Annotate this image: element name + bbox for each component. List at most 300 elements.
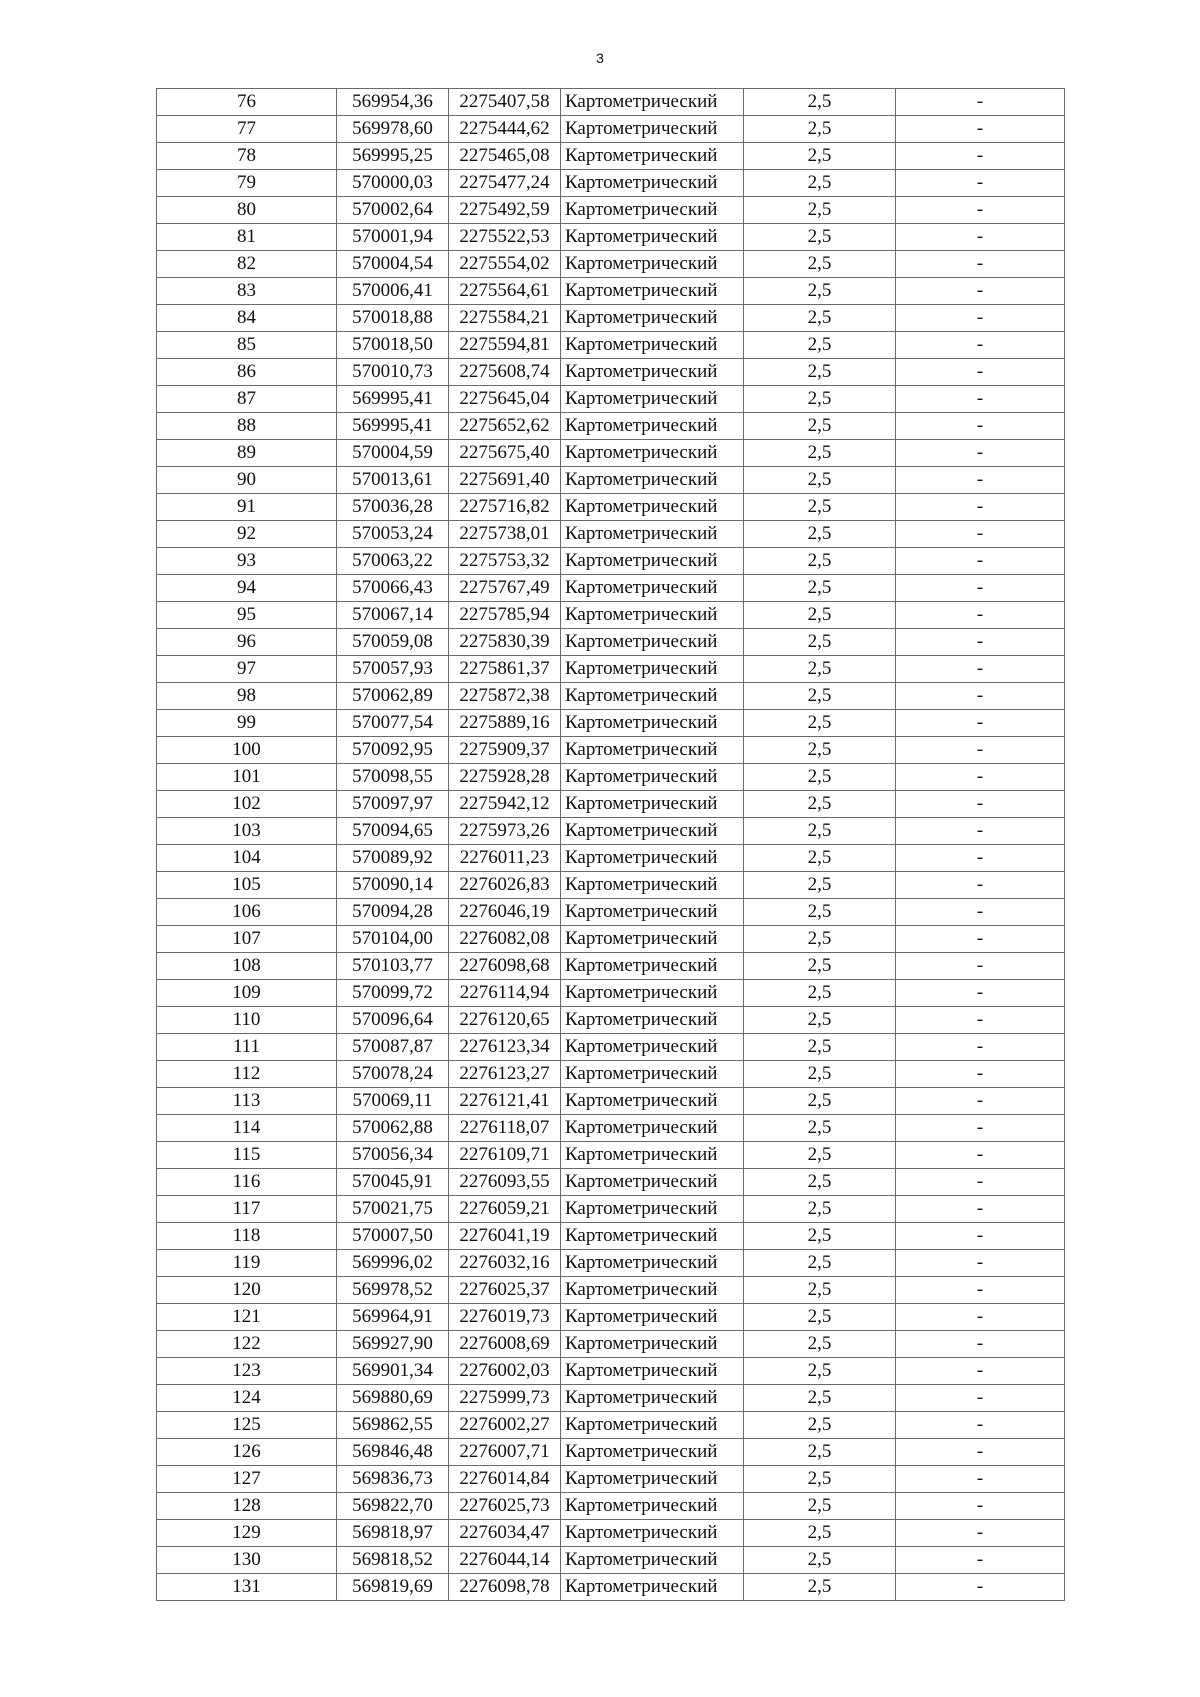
description-cell: -	[896, 359, 1065, 386]
method-cell: Картометрический	[561, 575, 744, 602]
method-cell: Картометрический	[561, 224, 744, 251]
table-row	[157, 1088, 1065, 1115]
accuracy-cell: 2,5	[744, 386, 896, 413]
y-coordinate-cell: 2276059,21	[449, 1196, 561, 1223]
point-number-cell: 106	[157, 899, 337, 926]
coordinates-table-body	[157, 89, 1065, 1601]
table-row	[157, 494, 1065, 521]
point-number-cell: 90	[157, 467, 337, 494]
accuracy-cell: 2,5	[744, 1358, 896, 1385]
y-coordinate-cell: 2275465,08	[449, 143, 561, 170]
x-coordinate-cell: 569995,41	[337, 413, 449, 440]
point-number-cell: 122	[157, 1331, 337, 1358]
x-coordinate-cell: 570057,93	[337, 656, 449, 683]
description-cell: -	[896, 1142, 1065, 1169]
table-row	[157, 845, 1065, 872]
table-row	[157, 1034, 1065, 1061]
table-row	[157, 89, 1065, 116]
x-coordinate-cell: 570097,97	[337, 791, 449, 818]
x-coordinate-cell: 569846,48	[337, 1439, 449, 1466]
point-number-cell: 98	[157, 683, 337, 710]
description-cell: -	[896, 872, 1065, 899]
point-number-cell: 76	[157, 89, 337, 116]
table-row	[157, 1061, 1065, 1088]
x-coordinate-cell: 569954,36	[337, 89, 449, 116]
accuracy-cell: 2,5	[744, 1223, 896, 1250]
accuracy-cell: 2,5	[744, 764, 896, 791]
table-row	[157, 1115, 1065, 1142]
table-row	[157, 1412, 1065, 1439]
x-coordinate-cell: 570002,64	[337, 197, 449, 224]
accuracy-cell: 2,5	[744, 116, 896, 143]
accuracy-cell: 2,5	[744, 224, 896, 251]
description-cell: -	[896, 224, 1065, 251]
method-cell: Картометрический	[561, 1169, 744, 1196]
point-number-cell: 99	[157, 710, 337, 737]
table-row	[157, 899, 1065, 926]
x-coordinate-cell: 569819,69	[337, 1574, 449, 1601]
accuracy-cell: 2,5	[744, 1412, 896, 1439]
table-row	[157, 278, 1065, 305]
point-number-cell: 89	[157, 440, 337, 467]
method-cell: Картометрический	[561, 1574, 744, 1601]
description-cell: -	[896, 602, 1065, 629]
method-cell: Картометрический	[561, 1088, 744, 1115]
accuracy-cell: 2,5	[744, 251, 896, 278]
accuracy-cell: 2,5	[744, 548, 896, 575]
description-cell: -	[896, 440, 1065, 467]
accuracy-cell: 2,5	[744, 791, 896, 818]
method-cell: Картометрический	[561, 737, 744, 764]
x-coordinate-cell: 570013,61	[337, 467, 449, 494]
x-coordinate-cell: 569818,97	[337, 1520, 449, 1547]
description-cell: -	[896, 1169, 1065, 1196]
point-number-cell: 91	[157, 494, 337, 521]
x-coordinate-cell: 570004,54	[337, 251, 449, 278]
table-row	[157, 143, 1065, 170]
y-coordinate-cell: 2276025,37	[449, 1277, 561, 1304]
x-coordinate-cell: 569964,91	[337, 1304, 449, 1331]
accuracy-cell: 2,5	[744, 197, 896, 224]
x-coordinate-cell: 570063,22	[337, 548, 449, 575]
point-number-cell: 100	[157, 737, 337, 764]
accuracy-cell: 2,5	[744, 1034, 896, 1061]
table-row	[157, 1385, 1065, 1412]
method-cell: Картометрический	[561, 980, 744, 1007]
y-coordinate-cell: 2275942,12	[449, 791, 561, 818]
method-cell: Картометрический	[561, 413, 744, 440]
description-cell: -	[896, 656, 1065, 683]
description-cell: -	[896, 683, 1065, 710]
method-cell: Картометрический	[561, 1439, 744, 1466]
accuracy-cell: 2,5	[744, 1304, 896, 1331]
accuracy-cell: 2,5	[744, 1547, 896, 1574]
point-number-cell: 88	[157, 413, 337, 440]
method-cell: Картометрический	[561, 1223, 744, 1250]
accuracy-cell: 2,5	[744, 926, 896, 953]
table-row	[157, 1196, 1065, 1223]
table-row	[157, 926, 1065, 953]
method-cell: Картометрический	[561, 116, 744, 143]
method-cell: Картометрический	[561, 521, 744, 548]
table-row	[157, 737, 1065, 764]
description-cell: -	[896, 1466, 1065, 1493]
x-coordinate-cell: 570056,34	[337, 1142, 449, 1169]
point-number-cell: 77	[157, 116, 337, 143]
y-coordinate-cell: 2276011,23	[449, 845, 561, 872]
y-coordinate-cell: 2276123,34	[449, 1034, 561, 1061]
method-cell: Картометрический	[561, 440, 744, 467]
y-coordinate-cell: 2275928,28	[449, 764, 561, 791]
point-number-cell: 115	[157, 1142, 337, 1169]
description-cell: -	[896, 1223, 1065, 1250]
x-coordinate-cell: 570021,75	[337, 1196, 449, 1223]
accuracy-cell: 2,5	[744, 1277, 896, 1304]
method-cell: Картометрический	[561, 683, 744, 710]
y-coordinate-cell: 2276007,71	[449, 1439, 561, 1466]
accuracy-cell: 2,5	[744, 1250, 896, 1277]
x-coordinate-cell: 570018,50	[337, 332, 449, 359]
method-cell: Картометрический	[561, 1061, 744, 1088]
table-row	[157, 683, 1065, 710]
method-cell: Картометрический	[561, 1331, 744, 1358]
y-coordinate-cell: 2276082,08	[449, 926, 561, 953]
point-number-cell: 111	[157, 1034, 337, 1061]
y-coordinate-cell: 2275753,32	[449, 548, 561, 575]
method-cell: Картометрический	[561, 926, 744, 953]
method-cell: Картометрический	[561, 494, 744, 521]
table-row	[157, 467, 1065, 494]
y-coordinate-cell: 2276118,07	[449, 1115, 561, 1142]
point-number-cell: 104	[157, 845, 337, 872]
x-coordinate-cell: 570036,28	[337, 494, 449, 521]
x-coordinate-cell: 569927,90	[337, 1331, 449, 1358]
y-coordinate-cell: 2276002,03	[449, 1358, 561, 1385]
table-row	[157, 332, 1065, 359]
y-coordinate-cell: 2275645,04	[449, 386, 561, 413]
accuracy-cell: 2,5	[744, 656, 896, 683]
y-coordinate-cell: 2275444,62	[449, 116, 561, 143]
point-number-cell: 92	[157, 521, 337, 548]
accuracy-cell: 2,5	[744, 1466, 896, 1493]
x-coordinate-cell: 570098,55	[337, 764, 449, 791]
point-number-cell: 78	[157, 143, 337, 170]
y-coordinate-cell: 2275652,62	[449, 413, 561, 440]
x-coordinate-cell: 570045,91	[337, 1169, 449, 1196]
method-cell: Картометрический	[561, 305, 744, 332]
description-cell: -	[896, 1088, 1065, 1115]
y-coordinate-cell: 2276002,27	[449, 1412, 561, 1439]
method-cell: Картометрический	[561, 1142, 744, 1169]
description-cell: -	[896, 764, 1065, 791]
table-row	[157, 1520, 1065, 1547]
y-coordinate-cell: 2275909,37	[449, 737, 561, 764]
table-row	[157, 1277, 1065, 1304]
accuracy-cell: 2,5	[744, 332, 896, 359]
table-row	[157, 872, 1065, 899]
method-cell: Картометрический	[561, 143, 744, 170]
x-coordinate-cell: 569818,52	[337, 1547, 449, 1574]
description-cell: -	[896, 548, 1065, 575]
description-cell: -	[896, 629, 1065, 656]
method-cell: Картометрический	[561, 467, 744, 494]
method-cell: Картометрический	[561, 1385, 744, 1412]
table-row	[157, 170, 1065, 197]
accuracy-cell: 2,5	[744, 1007, 896, 1034]
accuracy-cell: 2,5	[744, 602, 896, 629]
point-number-cell: 101	[157, 764, 337, 791]
table-row	[157, 548, 1065, 575]
x-coordinate-cell: 570090,14	[337, 872, 449, 899]
accuracy-cell: 2,5	[744, 1142, 896, 1169]
method-cell: Картометрический	[561, 656, 744, 683]
accuracy-cell: 2,5	[744, 494, 896, 521]
y-coordinate-cell: 2275830,39	[449, 629, 561, 656]
y-coordinate-cell: 2275716,82	[449, 494, 561, 521]
point-number-cell: 130	[157, 1547, 337, 1574]
y-coordinate-cell: 2276098,68	[449, 953, 561, 980]
table-row	[157, 602, 1065, 629]
point-number-cell: 108	[157, 953, 337, 980]
y-coordinate-cell: 2275861,37	[449, 656, 561, 683]
x-coordinate-cell: 570004,59	[337, 440, 449, 467]
point-number-cell: 95	[157, 602, 337, 629]
y-coordinate-cell: 2275522,53	[449, 224, 561, 251]
y-coordinate-cell: 2275584,21	[449, 305, 561, 332]
description-cell: -	[896, 386, 1065, 413]
table-row	[157, 980, 1065, 1007]
description-cell: -	[896, 89, 1065, 116]
accuracy-cell: 2,5	[744, 1439, 896, 1466]
description-cell: -	[896, 575, 1065, 602]
accuracy-cell: 2,5	[744, 683, 896, 710]
accuracy-cell: 2,5	[744, 467, 896, 494]
y-coordinate-cell: 2276044,14	[449, 1547, 561, 1574]
point-number-cell: 117	[157, 1196, 337, 1223]
x-coordinate-cell: 570053,24	[337, 521, 449, 548]
x-coordinate-cell: 570001,94	[337, 224, 449, 251]
method-cell: Картометрический	[561, 1358, 744, 1385]
description-cell: -	[896, 251, 1065, 278]
coordinates-table	[156, 88, 1065, 1601]
point-number-cell: 85	[157, 332, 337, 359]
x-coordinate-cell: 570103,77	[337, 953, 449, 980]
x-coordinate-cell: 570007,50	[337, 1223, 449, 1250]
x-coordinate-cell: 570069,11	[337, 1088, 449, 1115]
y-coordinate-cell: 2275691,40	[449, 467, 561, 494]
table-row	[157, 1169, 1065, 1196]
y-coordinate-cell: 2276093,55	[449, 1169, 561, 1196]
x-coordinate-cell: 570089,92	[337, 845, 449, 872]
table-row	[157, 791, 1065, 818]
point-number-cell: 79	[157, 170, 337, 197]
x-coordinate-cell: 570062,89	[337, 683, 449, 710]
table-row	[157, 1493, 1065, 1520]
table-row	[157, 629, 1065, 656]
description-cell: -	[896, 1358, 1065, 1385]
y-coordinate-cell: 2276025,73	[449, 1493, 561, 1520]
accuracy-cell: 2,5	[744, 980, 896, 1007]
accuracy-cell: 2,5	[744, 737, 896, 764]
x-coordinate-cell: 569978,60	[337, 116, 449, 143]
x-coordinate-cell: 569978,52	[337, 1277, 449, 1304]
y-coordinate-cell: 2275554,02	[449, 251, 561, 278]
accuracy-cell: 2,5	[744, 845, 896, 872]
y-coordinate-cell: 2276123,27	[449, 1061, 561, 1088]
method-cell: Картометрический	[561, 278, 744, 305]
method-cell: Картометрический	[561, 845, 744, 872]
x-coordinate-cell: 569822,70	[337, 1493, 449, 1520]
accuracy-cell: 2,5	[744, 1520, 896, 1547]
x-coordinate-cell: 569880,69	[337, 1385, 449, 1412]
method-cell: Картометрический	[561, 1115, 744, 1142]
description-cell: -	[896, 1304, 1065, 1331]
method-cell: Картометрический	[561, 629, 744, 656]
x-coordinate-cell: 569836,73	[337, 1466, 449, 1493]
description-cell: -	[896, 791, 1065, 818]
description-cell: -	[896, 737, 1065, 764]
point-number-cell: 120	[157, 1277, 337, 1304]
y-coordinate-cell: 2275999,73	[449, 1385, 561, 1412]
accuracy-cell: 2,5	[744, 170, 896, 197]
description-cell: -	[896, 1277, 1065, 1304]
description-cell: -	[896, 332, 1065, 359]
y-coordinate-cell: 2275785,94	[449, 602, 561, 629]
y-coordinate-cell: 2276121,41	[449, 1088, 561, 1115]
accuracy-cell: 2,5	[744, 1385, 896, 1412]
y-coordinate-cell: 2276041,19	[449, 1223, 561, 1250]
description-cell: -	[896, 170, 1065, 197]
point-number-cell: 125	[157, 1412, 337, 1439]
method-cell: Картометрический	[561, 764, 744, 791]
y-coordinate-cell: 2275767,49	[449, 575, 561, 602]
table-row	[157, 305, 1065, 332]
x-coordinate-cell: 569862,55	[337, 1412, 449, 1439]
point-number-cell: 87	[157, 386, 337, 413]
table-row	[157, 197, 1065, 224]
method-cell: Картометрический	[561, 1466, 744, 1493]
description-cell: -	[896, 197, 1065, 224]
method-cell: Картометрический	[561, 89, 744, 116]
description-cell: -	[896, 1196, 1065, 1223]
point-number-cell: 94	[157, 575, 337, 602]
table-row	[157, 764, 1065, 791]
table-row	[157, 413, 1065, 440]
description-cell: -	[896, 1547, 1065, 1574]
method-cell: Картометрический	[561, 1304, 744, 1331]
table-row	[157, 521, 1065, 548]
y-coordinate-cell: 2275407,58	[449, 89, 561, 116]
point-number-cell: 124	[157, 1385, 337, 1412]
accuracy-cell: 2,5	[744, 899, 896, 926]
point-number-cell: 103	[157, 818, 337, 845]
x-coordinate-cell: 570077,54	[337, 710, 449, 737]
x-coordinate-cell: 570078,24	[337, 1061, 449, 1088]
table-row	[157, 1304, 1065, 1331]
x-coordinate-cell: 570094,65	[337, 818, 449, 845]
accuracy-cell: 2,5	[744, 629, 896, 656]
point-number-cell: 109	[157, 980, 337, 1007]
accuracy-cell: 2,5	[744, 710, 896, 737]
y-coordinate-cell: 2275594,81	[449, 332, 561, 359]
accuracy-cell: 2,5	[744, 1061, 896, 1088]
point-number-cell: 116	[157, 1169, 337, 1196]
accuracy-cell: 2,5	[744, 413, 896, 440]
accuracy-cell: 2,5	[744, 818, 896, 845]
point-number-cell: 107	[157, 926, 337, 953]
table-row	[157, 359, 1065, 386]
method-cell: Картометрический	[561, 1412, 744, 1439]
point-number-cell: 84	[157, 305, 337, 332]
accuracy-cell: 2,5	[744, 440, 896, 467]
method-cell: Картометрический	[561, 359, 744, 386]
table-row	[157, 575, 1065, 602]
method-cell: Картометрический	[561, 548, 744, 575]
method-cell: Картометрический	[561, 197, 744, 224]
y-coordinate-cell: 2276034,47	[449, 1520, 561, 1547]
description-cell: -	[896, 1034, 1065, 1061]
description-cell: -	[896, 845, 1065, 872]
accuracy-cell: 2,5	[744, 1574, 896, 1601]
point-number-cell: 93	[157, 548, 337, 575]
description-cell: -	[896, 1574, 1065, 1601]
description-cell: -	[896, 1007, 1065, 1034]
description-cell: -	[896, 143, 1065, 170]
x-coordinate-cell: 570094,28	[337, 899, 449, 926]
accuracy-cell: 2,5	[744, 359, 896, 386]
description-cell: -	[896, 116, 1065, 143]
table-row	[157, 1142, 1065, 1169]
method-cell: Картометрический	[561, 170, 744, 197]
y-coordinate-cell: 2276008,69	[449, 1331, 561, 1358]
x-coordinate-cell: 569995,41	[337, 386, 449, 413]
table-row	[157, 1250, 1065, 1277]
y-coordinate-cell: 2276019,73	[449, 1304, 561, 1331]
method-cell: Картометрический	[561, 1493, 744, 1520]
point-number-cell: 119	[157, 1250, 337, 1277]
table-row	[157, 1358, 1065, 1385]
method-cell: Картометрический	[561, 1034, 744, 1061]
point-number-cell: 114	[157, 1115, 337, 1142]
method-cell: Картометрический	[561, 1196, 744, 1223]
table-row	[157, 710, 1065, 737]
point-number-cell: 83	[157, 278, 337, 305]
table-row	[157, 440, 1065, 467]
x-coordinate-cell: 570096,64	[337, 1007, 449, 1034]
description-cell: -	[896, 710, 1065, 737]
accuracy-cell: 2,5	[744, 143, 896, 170]
table-row	[157, 1574, 1065, 1601]
description-cell: -	[896, 899, 1065, 926]
description-cell: -	[896, 305, 1065, 332]
description-cell: -	[896, 818, 1065, 845]
table-row	[157, 1466, 1065, 1493]
table-row	[157, 656, 1065, 683]
y-coordinate-cell: 2275889,16	[449, 710, 561, 737]
x-coordinate-cell: 570000,03	[337, 170, 449, 197]
description-cell: -	[896, 1061, 1065, 1088]
point-number-cell: 81	[157, 224, 337, 251]
x-coordinate-cell: 570104,00	[337, 926, 449, 953]
accuracy-cell: 2,5	[744, 1088, 896, 1115]
table-row	[157, 251, 1065, 278]
point-number-cell: 113	[157, 1088, 337, 1115]
y-coordinate-cell: 2276120,65	[449, 1007, 561, 1034]
y-coordinate-cell: 2276114,94	[449, 980, 561, 1007]
table-row	[157, 116, 1065, 143]
description-cell: -	[896, 1385, 1065, 1412]
point-number-cell: 131	[157, 1574, 337, 1601]
